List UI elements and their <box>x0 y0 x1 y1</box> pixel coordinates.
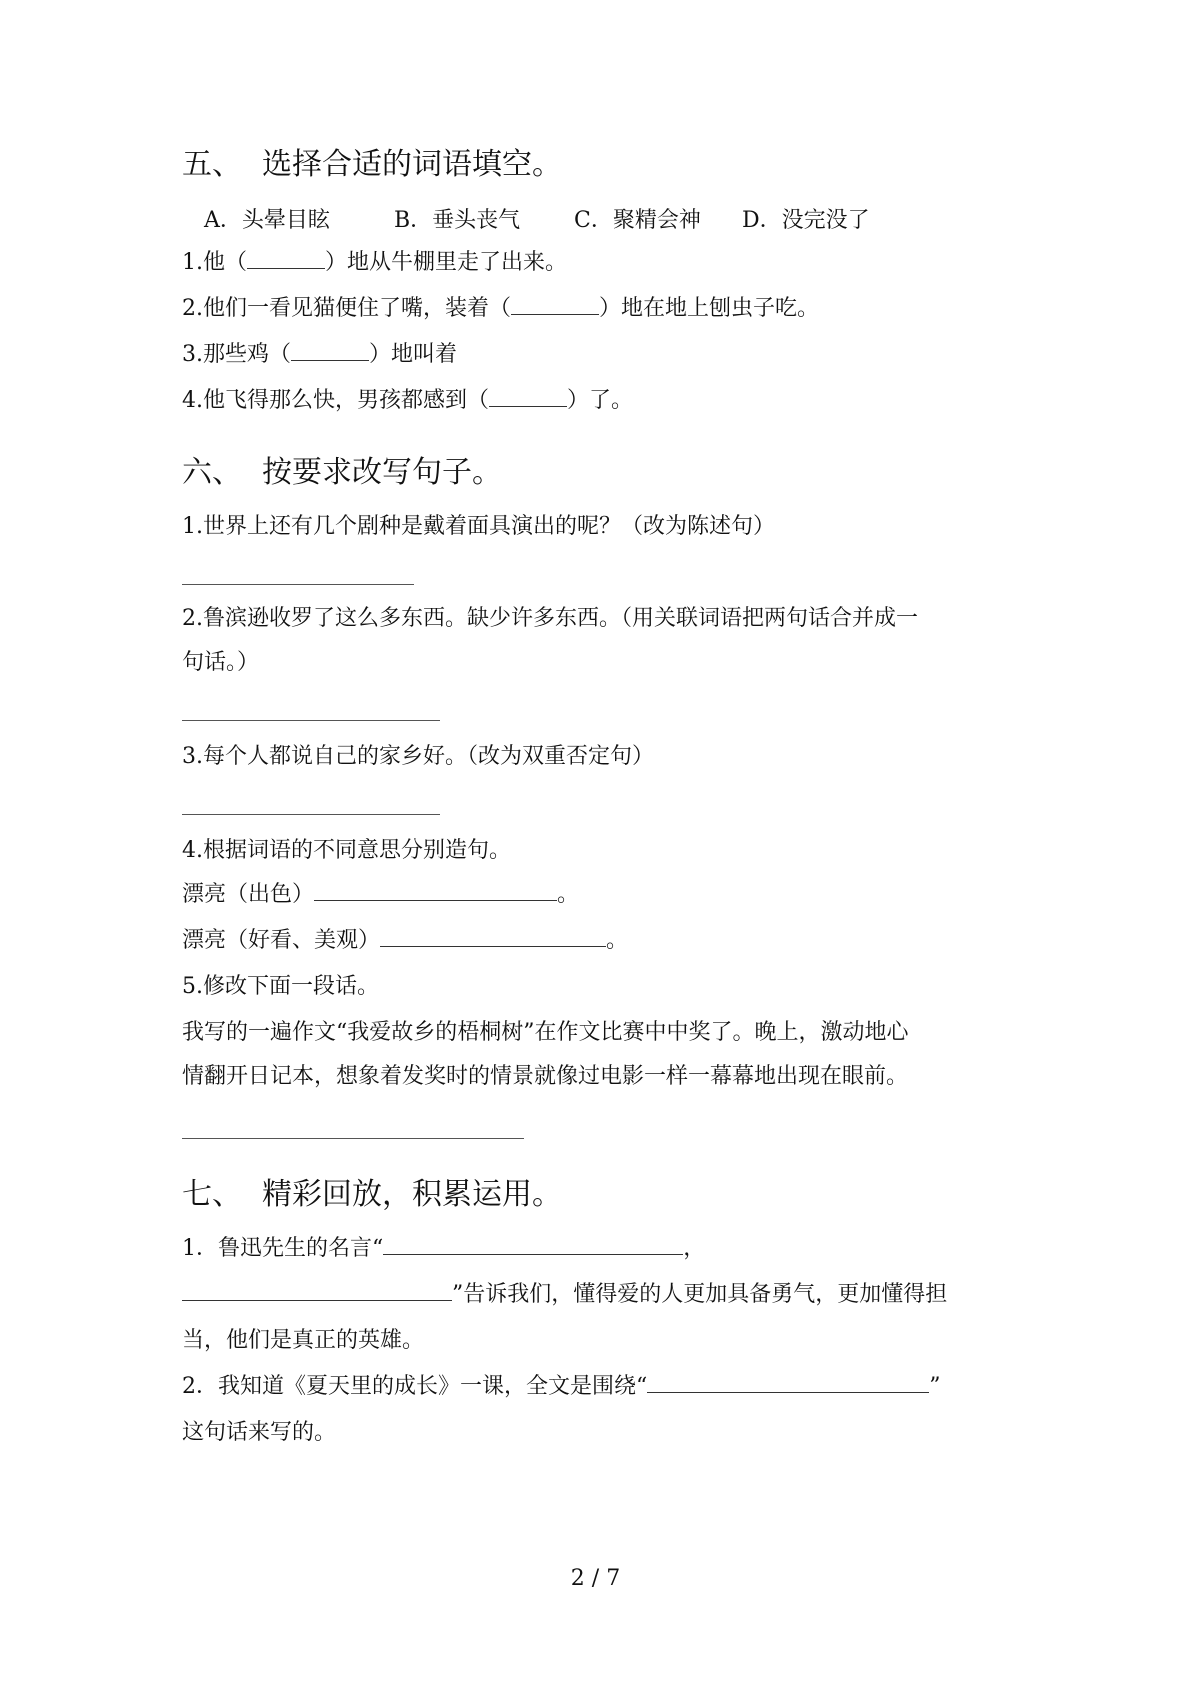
q-text: 1．鲁迅先生的名言“ <box>182 1236 384 1261</box>
section-7-number: 七、 <box>182 1177 242 1212</box>
sec7-question-2-line-2: 这句话来写的。 <box>182 1420 337 1445</box>
q-text: 2．我知道《夏天里的成长》一课，全文是围绕“ <box>182 1374 648 1399</box>
section-5-heading <box>182 145 1012 185</box>
q-text: 漂亮（出色） <box>182 882 315 907</box>
answer-blank[interactable] <box>291 340 369 361</box>
q-text: ）地叫着 <box>369 342 458 367</box>
sec6-question-2-line-1: 2.鲁滨逊收罗了这么多东西。缺少许多东西。（用关联词语把两句话合并成一 <box>182 606 918 631</box>
q-text: 2.他们一看见猫便住了嘴，装着（ <box>182 296 511 321</box>
answer-blank[interactable] <box>511 294 599 315</box>
sec6-question-4a <box>182 879 1012 911</box>
answer-blank[interactable] <box>380 926 606 947</box>
answer-blank[interactable] <box>383 1234 683 1255</box>
option-c: C．聚精会神 <box>574 208 701 233</box>
option-a: A．头晕目眩 <box>204 208 330 233</box>
answer-blank[interactable] <box>647 1372 929 1393</box>
q-text: ）了。 <box>567 388 634 413</box>
sec6-question-5-text-2: 情翻开日记本，想象着发奖时的情景就像过电影一样一幕幕地出现在眼前。 <box>182 1064 909 1089</box>
answer-blank[interactable] <box>182 1280 452 1301</box>
sec5-question-3 <box>182 339 1012 371</box>
sec7-question-1-line-3: 当，他们是真正的英雄。 <box>182 1328 425 1353</box>
section-7-heading <box>182 1175 1012 1215</box>
q-text: ” <box>929 1374 941 1399</box>
q-text: ）地在地上刨虫子吃。 <box>599 296 820 321</box>
sec5-question-2 <box>182 293 1012 325</box>
page-number: 2 / 7 <box>570 1566 621 1591</box>
section-6-heading <box>182 453 1012 493</box>
q-text: ）地从牛棚里走了出来。 <box>325 250 568 275</box>
section-7-title: 精彩回放，积累运用。 <box>262 1177 562 1212</box>
section-5-options <box>204 205 1012 237</box>
q-text: ”告诉我们，懂得爱的人更加具备勇气，更加懂得担 <box>452 1282 948 1307</box>
answer-blank[interactable] <box>489 386 567 407</box>
worksheet-content <box>182 145 1012 1449</box>
q-text: ， <box>683 1236 706 1261</box>
sec5-question-1 <box>182 247 1012 279</box>
q-text: 。 <box>606 928 629 953</box>
section-5-title: 选择合适的词语填空。 <box>262 147 562 182</box>
sec5-question-4 <box>182 385 1012 417</box>
section-6-number: 六、 <box>182 455 242 490</box>
answer-line[interactable] <box>182 583 414 585</box>
option-d: D．没完没了 <box>742 208 870 233</box>
answer-line[interactable] <box>182 719 440 721</box>
sec7-question-1-line-1 <box>182 1233 1012 1265</box>
sec6-question-3: 3.每个人都说自己的家乡好。（改为双重否定句） <box>182 744 654 769</box>
answer-blank[interactable] <box>314 880 557 901</box>
sec6-question-5: 5.修改下面一段话。 <box>182 974 379 999</box>
sec6-question-2-line-2: 句话。） <box>182 650 260 675</box>
option-b: B．垂头丧气 <box>394 208 521 233</box>
sec7-question-2-line-1 <box>182 1371 1012 1403</box>
q-text: 。 <box>557 882 580 907</box>
q-text: 4.他飞得那么快，男孩都感到（ <box>182 388 489 413</box>
section-5-number: 五、 <box>182 147 242 182</box>
sec6-question-4: 4.根据词语的不同意思分别造句。 <box>182 838 511 863</box>
sec6-question-1: 1.世界上还有几个剧种是戴着面具演出的呢？（改为陈述句） <box>182 514 775 539</box>
sec7-question-1-line-2 <box>182 1279 1012 1311</box>
answer-blank[interactable] <box>247 248 325 269</box>
answer-line[interactable] <box>182 1137 524 1139</box>
sec6-question-5-text-1: 我写的一遍作文“我爱故乡的梧桐树”在作文比赛中中奖了。晚上，激动地心 <box>182 1020 909 1045</box>
q-text: 漂亮（好看、美观） <box>182 928 381 953</box>
section-6-title: 按要求改写句子。 <box>262 455 502 490</box>
q-text: 1.他（ <box>182 250 247 275</box>
q-text: 3.那些鸡（ <box>182 342 291 367</box>
answer-line[interactable] <box>182 813 440 815</box>
sec6-question-4b <box>182 925 1012 957</box>
